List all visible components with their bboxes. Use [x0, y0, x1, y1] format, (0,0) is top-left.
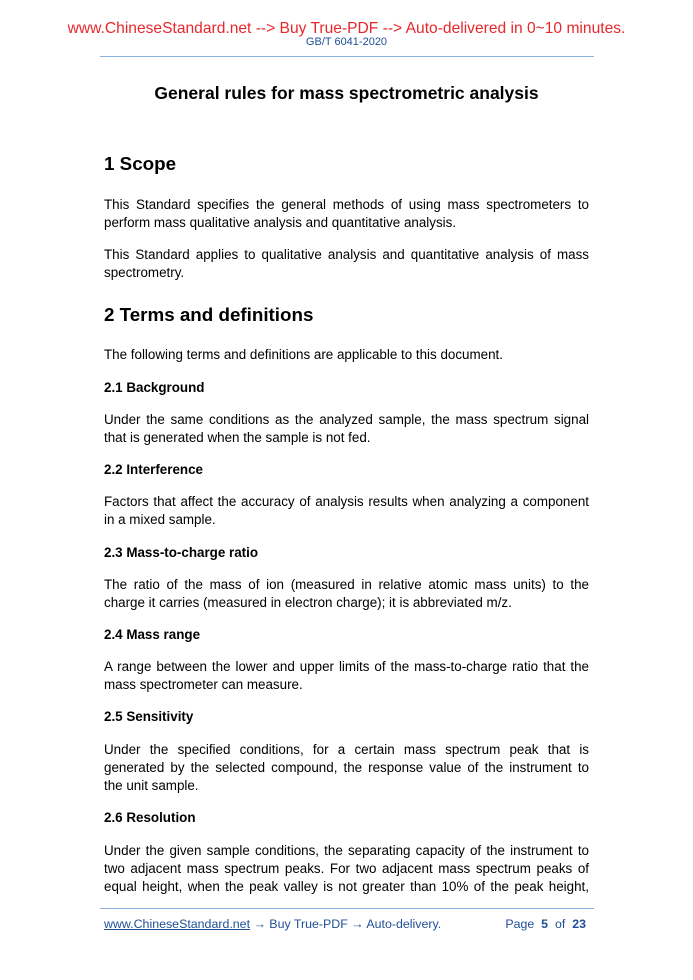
document-title: General rules for mass spectrometric analysis [154, 83, 539, 103]
text-line: charge it carries (measured in electron charge); it is abbreviated m/z. [104, 595, 512, 610]
term-definition-mass-range [104, 658, 589, 694]
text-line: Under the same conditions as the analyzed sample, the mass spectrum signal [104, 412, 589, 427]
term-definition-mass-to-charge-ratio [104, 576, 589, 612]
footer-site-link[interactable]: www.ChineseStandard.net [104, 917, 251, 931]
header-divider [100, 56, 594, 57]
term-heading-background: 2.1 Background [104, 380, 205, 395]
term-heading-mass-to-charge-ratio: 2.3 Mass-to-charge ratio [104, 545, 259, 560]
text-line: This Standard specifies the general methods of using mass spectrometers to [104, 197, 589, 212]
page-footer [104, 916, 586, 932]
text-line: two adjacent mass spectrum peaks. For two adjacent mass spectrum peaks of [104, 861, 589, 876]
promo-banner[interactable]: www.ChineseStandard.net --> Buy True-PDF --> Auto-delivered in 0~10 minutes. [67, 20, 626, 37]
text-line: Under the given sample conditions, the separating capacity of the instrument to [104, 843, 589, 858]
text-line: equal height, when the peak valley is not greater than 10% of the peak height, [104, 879, 589, 894]
text-line: This Standard applies to qualitative analysis and quantitative analysis of mass [104, 247, 589, 262]
term-definition-sensitivity [104, 741, 589, 795]
text-line: in a mixed sample. [104, 512, 216, 527]
header-doc-id: GB/T 6041-2020 [305, 36, 388, 48]
text-line: that is generated when the sample is not fed. [104, 430, 371, 445]
text-line: spectrometry. [104, 265, 185, 280]
text-line: generated by the selected compound, the response value of the instrument to [104, 760, 589, 775]
scope-paragraph-2 [104, 246, 589, 282]
page-total: 23 [572, 917, 586, 931]
section-heading-scope: 1 Scope [104, 153, 177, 174]
text-line: the unit sample. [104, 778, 199, 793]
term-heading-resolution: 2.6 Resolution [104, 810, 196, 825]
scope-paragraph-1 [104, 196, 589, 232]
text-line: The ratio of the mass of ion (measured in relative atomic mass units) to the [104, 577, 589, 592]
page-label: Page [505, 917, 535, 931]
term-heading-sensitivity: 2.5 Sensitivity [104, 709, 194, 724]
page-number [505, 916, 586, 932]
term-definition-interference [104, 493, 589, 529]
page-of: of [554, 917, 566, 931]
footer-divider [100, 908, 594, 909]
page-current: 5 [541, 917, 549, 931]
text-line: A range between the lower and upper limits of the mass-to-charge ratio that the [104, 659, 589, 674]
term-heading-interference: 2.2 Interference [104, 462, 203, 477]
text-line: Factors that affect the accuracy of analysis results when analyzing a component [104, 494, 589, 509]
term-heading-mass-range: 2.4 Mass range [104, 627, 201, 642]
term-definition-background [104, 411, 589, 447]
text-line: mass spectrometer can measure. [104, 677, 303, 692]
section-heading-terms: 2 Terms and definitions [104, 304, 314, 325]
footer-promo-text: → Buy True-PDF → Auto-delivery. [250, 917, 442, 931]
text-line: The following terms and definitions are applicable to this document. [104, 347, 503, 362]
text-line: perform mass qualitative analysis and quantitative analysis. [104, 215, 457, 230]
text-line: Under the specified conditions, for a certain mass spectrum peak that is [104, 742, 589, 757]
term-definition-resolution [104, 842, 589, 896]
terms-intro [104, 346, 589, 364]
